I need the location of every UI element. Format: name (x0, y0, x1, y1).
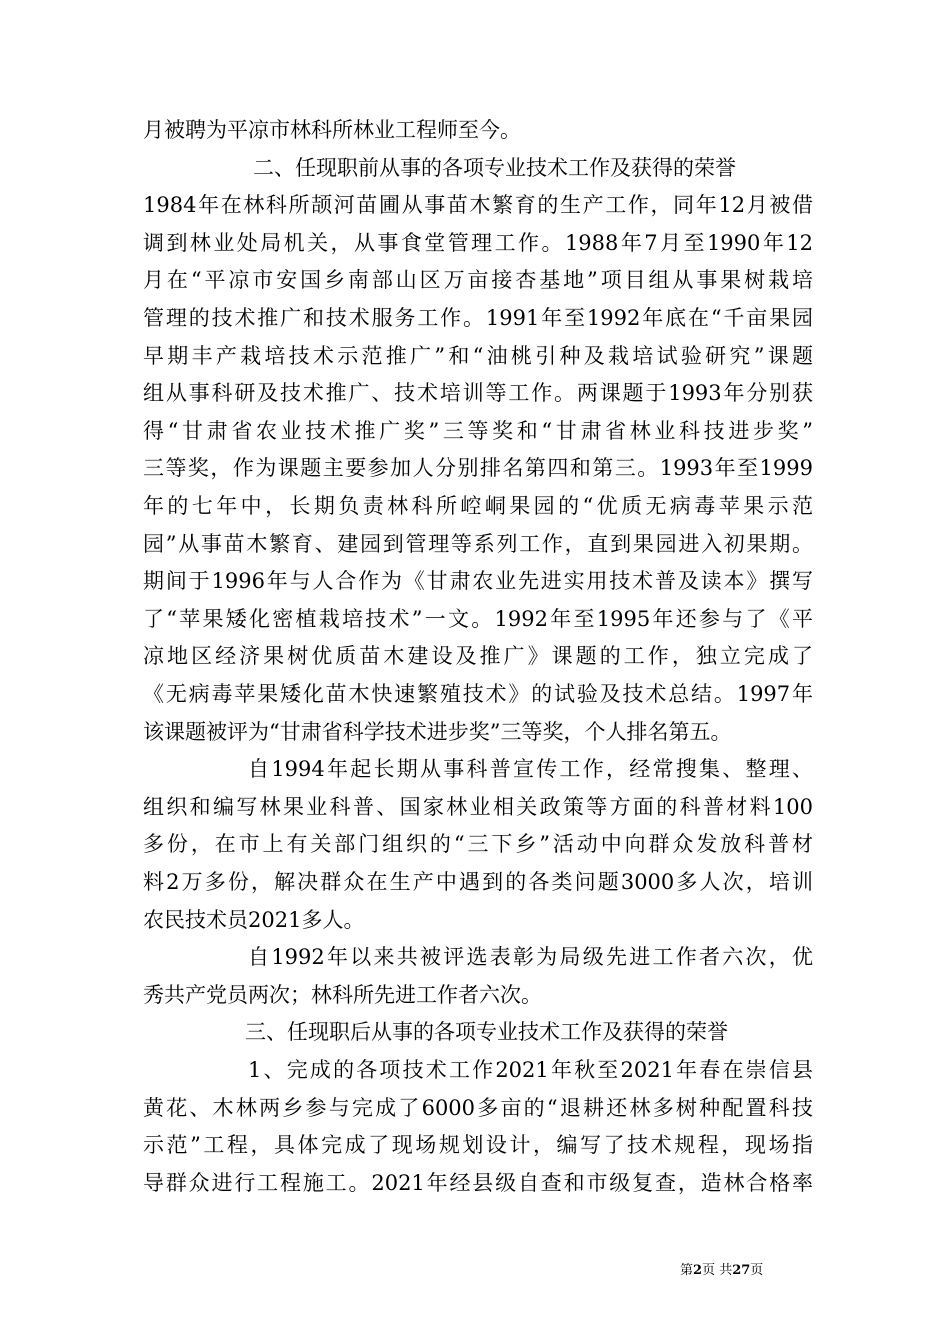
document-line: 调到林业处局机关，从事食堂管理工作。1988年7月至1990年12 (143, 231, 813, 255)
document-line: 年的七年中，长期负责林科所崆峒果园的“优质无病毒苹果示范 (143, 494, 813, 518)
document-line: 组从事科研及技术推广、技术培训等工作。两课题于1993年分别获 (143, 381, 813, 405)
document-line: 料2万多份，解决群众在生产中遇到的各类问题3000多人次，培训 (143, 870, 813, 894)
document-line: 组织和编写林果业科普、国家林业相关政策等方面的科普材料100 (143, 795, 813, 819)
document-line: 了“苹果矮化密植栽培技术”一文。1992年至1995年还参与了《平 (143, 607, 813, 631)
footer-suffix: 页 (750, 1263, 764, 1278)
document-line: 示范”工程，具体完成了现场规划设计，编写了技术规程，现场指 (143, 1133, 813, 1157)
page-footer (680, 1263, 763, 1279)
document-line: 早期丰产栽培技术示范推广”和“油桃引种及栽培试验研究”课题 (143, 344, 813, 368)
document-line: 得“甘肃省农业技术推广奖”三等奖和“甘肃省林业科技进步奖” (143, 419, 813, 443)
document-line: 黄花、木林两乡参与完成了6000多亩的“退耕还林多树种配置科技 (143, 1096, 813, 1120)
document-line: 多份，在市上有关部门组织的“三下乡”活动中向群众发放科普材 (143, 832, 813, 856)
document-line: 农民技术员2021多人。 (143, 908, 365, 932)
document-line: 秀共产党员两次；林科所先进工作者六次。 (143, 983, 542, 1007)
document-line: 自1992年以来共被评选表彰为局级先进工作者六次，优 (248, 945, 813, 969)
document-line: 三等奖，作为课题主要参加人分别排名第四和第三。1993年至1999 (143, 456, 813, 480)
footer-middle: 页 共 (702, 1263, 733, 1278)
document-line: 二、任现职前从事的各项专业技术工作及获得的荣誉 (253, 156, 736, 180)
document-line: 三、任现职后从事的各项专业技术工作及获得的荣誉 (245, 1020, 728, 1044)
footer-prefix: 第 (680, 1263, 694, 1278)
footer-total-pages: 27 (732, 1263, 751, 1278)
document-line: 凉地区经济果树优质苗木建设及推广》课题的工作，独立完成了 (143, 644, 813, 668)
document-line: 月在“平凉市安国乡南部山区万亩接杏基地”项目组从事果树栽培 (143, 268, 813, 292)
document-line: 月被聘为平凉市林科所林业工程师至今。 (143, 118, 521, 142)
document-line: 自1994年起长期从事科普宣传工作，经常搜集、整理、 (248, 757, 813, 781)
document-line: 1984年在林科所颉河苗圃从事苗木繁育的生产工作，同年12月被借 (143, 193, 813, 217)
document-line: 期间于1996年与人合作为《甘肃农业先进实用技术普及读本》撰写 (143, 569, 813, 593)
footer-page-number: 2 (693, 1263, 703, 1278)
document-line: 导群众进行工程施工。2021年经县级自查和市级复查，造林合格率 (143, 1171, 813, 1195)
document-line: 《无病毒苹果矮化苗木快速繁殖技术》的试验及技术总结。1997年 (143, 682, 813, 706)
document-line: 管理的技术推广和技术服务工作。1991年至1992年底在“千亩果园 (143, 306, 813, 330)
document-line: 园”从事苗木繁育、建园到管理等系列工作，直到果园进入初果期。 (143, 532, 813, 556)
document-line: 该课题被评为“甘肃省科学技术进步奖”三等奖，个人排名第五。 (143, 720, 732, 744)
document-line: 1、完成的各项技术工作2021年秋至2021年春在崇信县 (248, 1058, 813, 1082)
